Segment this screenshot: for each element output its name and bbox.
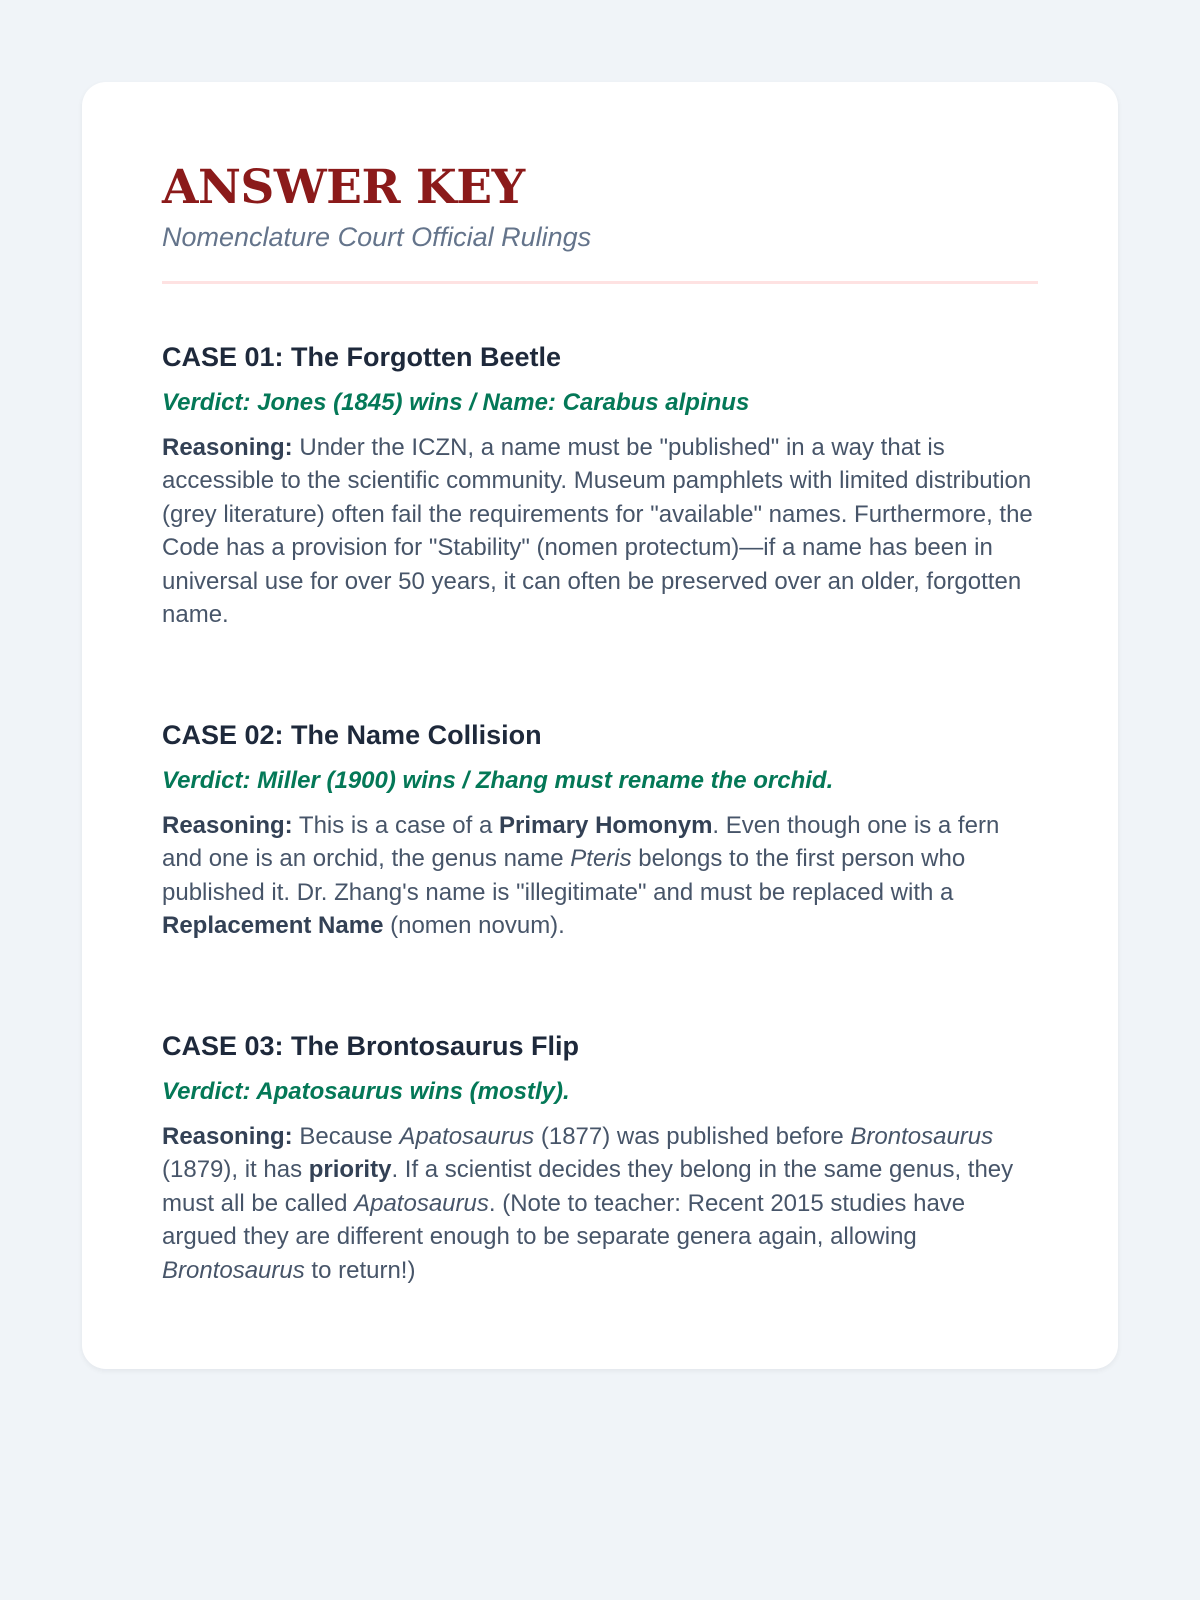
- case-verdict: Verdict: Jones (1845) wins / Name: Carabus alpinus: [162, 388, 750, 416]
- case-title: CASE 02: The Name Collision: [162, 719, 542, 750]
- term-priority: priority: [308, 1156, 392, 1184]
- reasoning-text: . (Note to teacher: Recent 2015 studies have argued they are different enough to be separate genera again, allowing: [162, 1189, 966, 1251]
- genus-name: Brontosaurus: [162, 1256, 305, 1284]
- genus-name: Brontosaurus: [850, 1122, 994, 1150]
- reasoning-text: to return!): [304, 1256, 416, 1284]
- reasoning-text: (1877) was published before: [534, 1122, 851, 1150]
- reasoning-label: Reasoning:: [162, 811, 293, 839]
- case-reasoning: [162, 1120, 1038, 1288]
- reasoning-label: Reasoning:: [162, 1122, 293, 1150]
- case-01: [162, 342, 1038, 632]
- reasoning-text: . Even though one is a fern and one is an orchid, the genus name: [162, 811, 1000, 873]
- header-divider: [162, 281, 1038, 284]
- case-02: [162, 720, 1038, 943]
- reasoning-text: Under the ICZN, a name must be "published" in a way that is accessible to the scientific community. Museum pamphlets with limited distribution (grey literature) often fail the requirements for "available" names. Furthermore, the Code has a provision for "Stability" (nomen protectum)—if a name has been in universal use for over 50 years, it can often be preserved over an older, forgotten name.: [162, 433, 1033, 629]
- reasoning-text: (nomen novum).: [383, 912, 565, 940]
- answer-key-card: [82, 82, 1118, 1369]
- term-primary-homonym: Primary Homonym: [499, 811, 713, 839]
- reasoning-label: Reasoning:: [162, 433, 293, 461]
- case-reasoning: [162, 809, 1038, 943]
- genus-name: Pteris: [570, 845, 632, 873]
- reasoning-text: belongs to the first person who published it. Dr. Zhang's name is "illegitimate" and must be replaced with a: [162, 845, 966, 906]
- reasoning-text: Because: [292, 1122, 400, 1150]
- case-title: CASE 03: The Brontosaurus Flip: [162, 1030, 580, 1061]
- term-replacement-name: Replacement Name: [162, 912, 384, 940]
- reasoning-text: . If a scientist decides they belong in the same genus, they must all be called: [162, 1156, 1014, 1217]
- case-verdict: Verdict: Miller (1900) wins / Zhang must rename the orchid.: [162, 766, 834, 794]
- case-title: CASE 01: The Forgotten Beetle: [162, 341, 562, 372]
- reasoning-text: (1879), it has: [162, 1156, 309, 1184]
- page-title: ANSWER KEY: [162, 160, 525, 215]
- page-subtitle: Nomenclature Court Official Rulings: [162, 221, 592, 252]
- case-verdict: Verdict: Apatosaurus wins (mostly).: [162, 1077, 570, 1105]
- case-reasoning: [162, 431, 1038, 632]
- case-03: [162, 1031, 1038, 1288]
- reasoning-text: This is a case of a: [292, 811, 500, 839]
- genus-name: Apatosaurus: [354, 1189, 489, 1217]
- genus-name: Apatosaurus: [399, 1122, 535, 1150]
